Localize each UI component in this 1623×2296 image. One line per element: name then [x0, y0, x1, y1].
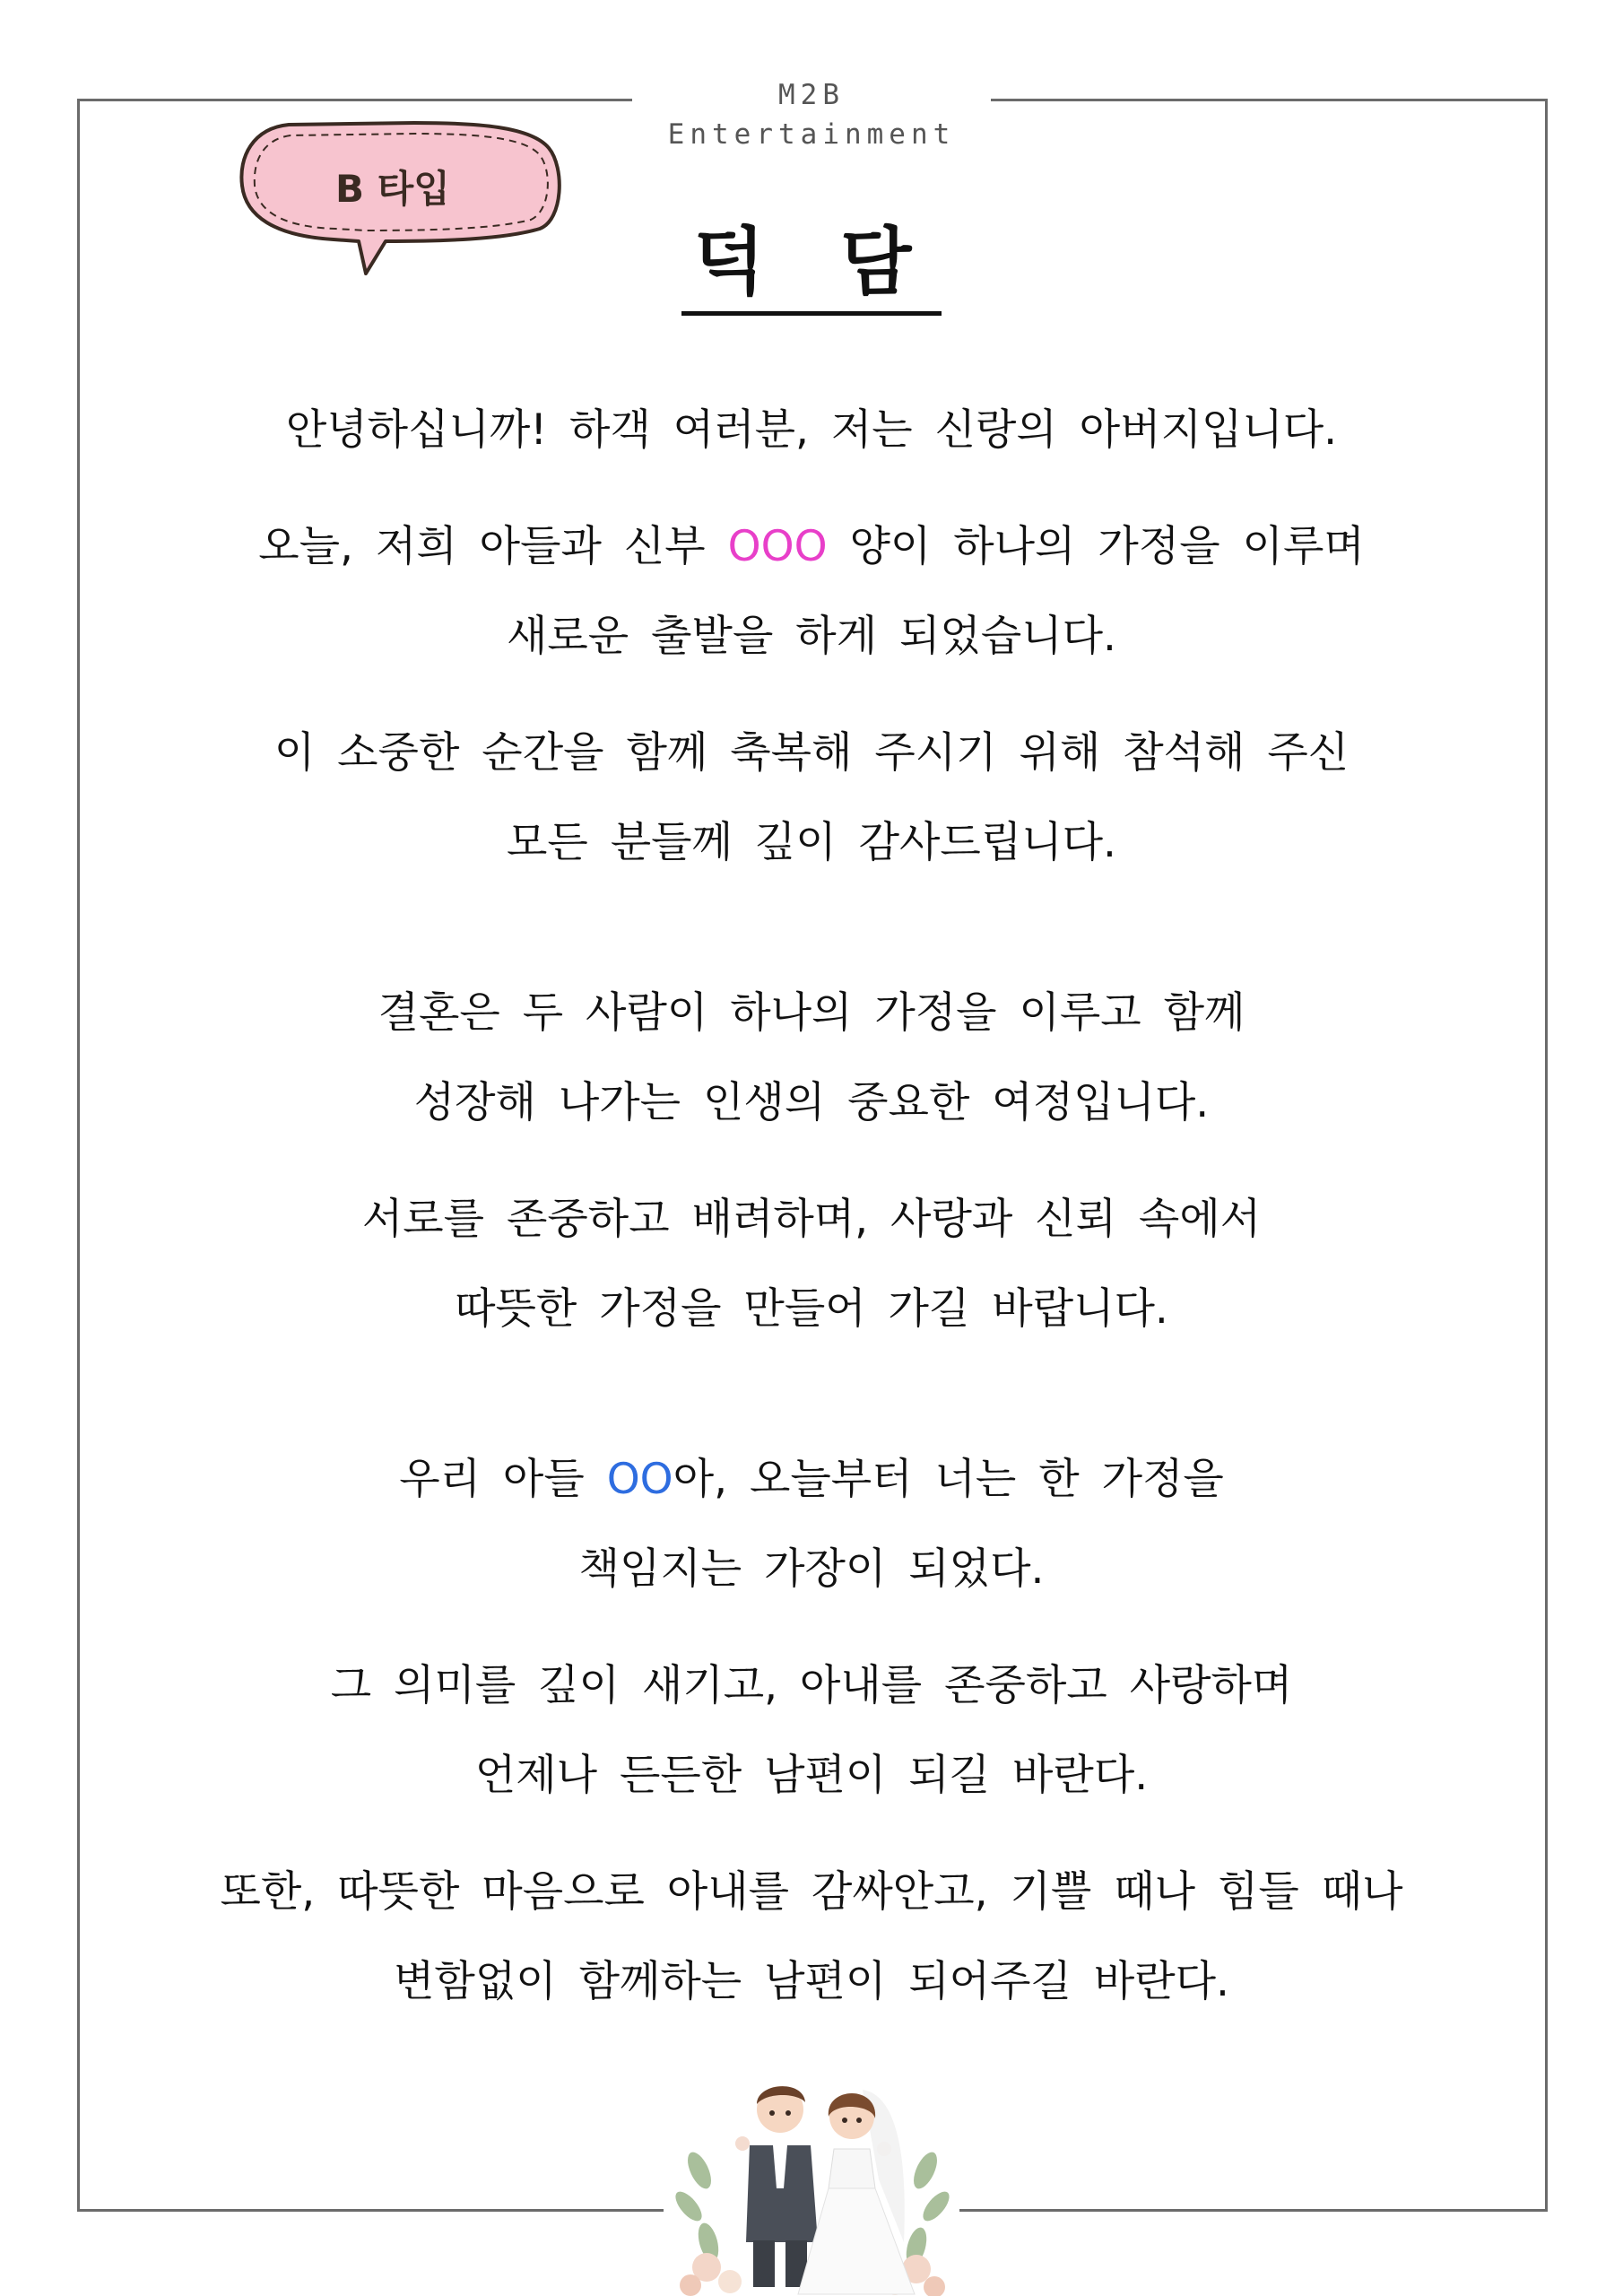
speech-line: 책임지는 가장이 되었다.	[578, 1544, 1045, 1594]
speech-text: 우리 아들	[399, 1455, 607, 1504]
speech-line	[135, 502, 1488, 592]
title-text: 덕 담	[681, 218, 942, 316]
speech-line: 모든 분들께 깊이 감사드립니다.	[507, 818, 1116, 867]
badge-label: B 타입	[335, 167, 450, 211]
groom-name-placeholder: OO	[606, 1455, 673, 1504]
wedding-couple-illustration	[664, 2063, 959, 2296]
brand-name: M2B Entertainment	[632, 75, 991, 154]
speech-line: 그 의미를 깊이 새기고, 아내를 존중하고 사랑하며	[330, 1661, 1293, 1710]
bride-name-placeholder: OOO	[727, 522, 828, 571]
speech-text: 양이 하나의 가정을 이루며	[827, 522, 1365, 571]
groom-figure	[746, 2086, 818, 2287]
speech-line: 이 소중한 순간을 함께 축복해 주시기 위해 참석해 주신	[273, 728, 1350, 778]
speech-line: 변함없이 함께하는 남편이 되어주길 바란다.	[394, 1957, 1229, 2006]
bride-figure	[798, 2090, 915, 2294]
page-title	[0, 213, 1623, 316]
speech-line: 새로운 출발을 하게 되었습니다.	[507, 612, 1116, 661]
speech-line: 서로를 존중하고 배려하며, 사랑과 신뢰 속에서	[361, 1195, 1262, 1244]
speech-line: 언제나 든든한 남편이 되길 바란다.	[474, 1751, 1149, 1800]
speech-line: 따뜻한 가정을 만들어 가길 바랍니다.	[455, 1284, 1168, 1334]
speech-line: 안녕하십니까! 하객 여러분, 저는 신랑의 아버지입니다.	[285, 405, 1338, 455]
speech-text: 아, 오늘부터 너는 한 가정을	[673, 1455, 1224, 1504]
speech-body	[135, 386, 1488, 2027]
speech-text: 오늘, 저희 아들과 신부	[258, 522, 728, 571]
speech-line	[135, 1435, 1488, 1525]
speech-line: 성장해 나가는 인생의 중요한 여정입니다.	[413, 1078, 1210, 1127]
speech-line: 또한, 따뜻한 마음으로 아내를 감싸안고, 기쁠 때나 힘들 때나	[220, 1867, 1403, 1917]
speech-line: 결혼은 두 사람이 하나의 가정을 이루고 함께	[378, 988, 1245, 1038]
